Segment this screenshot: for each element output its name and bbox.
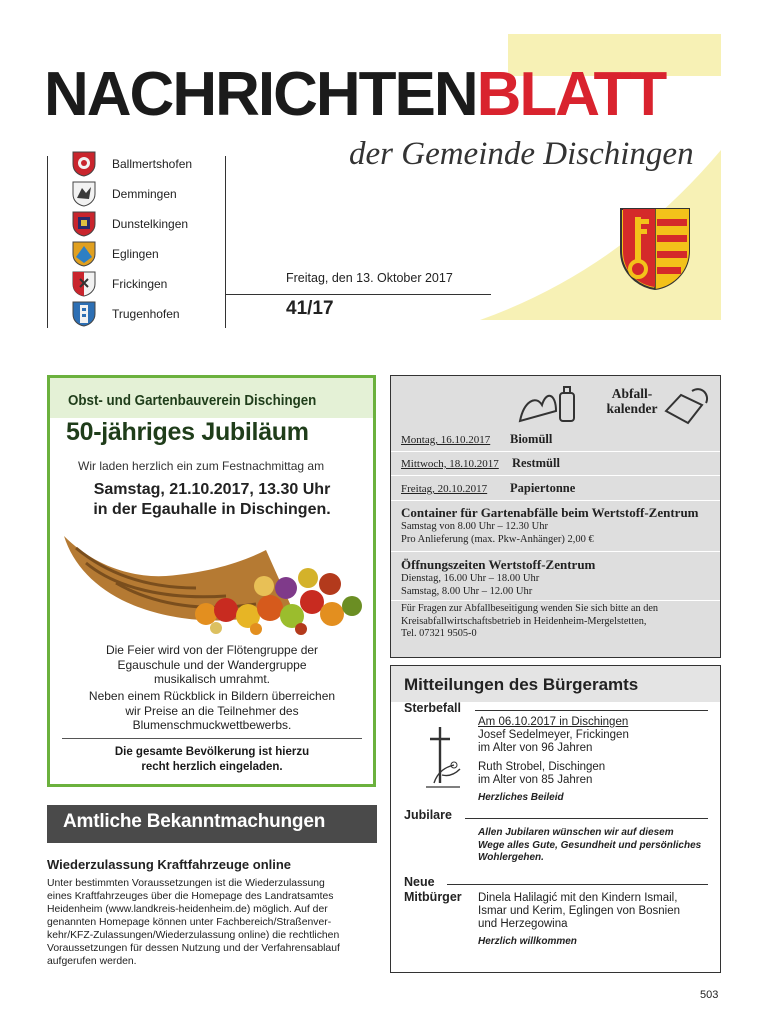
section-rule <box>465 818 708 819</box>
article-line: Voraussetzungen für dessen Nutzung und der Verfahrensablauf <box>47 943 340 954</box>
new-citizens-line: Dinela Halilagić mit den Kindern Ismail, <box>478 892 678 904</box>
dischingen-coat-of-arms-icon <box>619 207 691 291</box>
collection-date: Freitag, 20.10.2017 <box>401 483 488 495</box>
title-part-red: BLATT <box>476 60 666 129</box>
banner-label: Amtliche Bekanntmachungen <box>63 811 326 832</box>
issue-number: 41/17 <box>286 298 334 319</box>
waste-row-divider <box>391 451 720 452</box>
cross-with-flower-icon <box>420 723 464 791</box>
jubilee-paragraph-2 <box>56 689 368 733</box>
event-location-line: in der Egauhalle in Dischingen. <box>93 501 331 518</box>
article-line: genannten Homepage können unter Fachbereich/Straßenver- <box>47 917 332 928</box>
village-name: Trugenhofen <box>112 307 180 321</box>
collection-date: Mittwoch, 18.10.2017 <box>401 458 499 470</box>
waste-row-divider <box>391 551 720 552</box>
condolence-text: Herzliches Beileid <box>478 792 564 803</box>
jubilarians-line: Wege alles Gute, Gesundheit und persönliches <box>478 839 702 851</box>
contact-line: Kreisabfallwirtschaftsbetrieb in Heidenheim-Mergelstetten, <box>401 615 647 627</box>
paragraph-line: Blumenschmuckwettbewerbs. <box>132 718 292 732</box>
death-notice-age: im Alter von 96 Jahren <box>478 742 593 754</box>
jubilarians-text <box>478 827 701 865</box>
collection-type: Papiertonne <box>510 481 576 495</box>
collection-date: Montag, 16.10.2017 <box>401 434 491 446</box>
article-body <box>47 877 379 968</box>
death-notice-age: im Alter von 85 Jahren <box>478 774 593 786</box>
opening-hours-heading: Öffnungszeiten Wertstoff-Zentrum <box>401 557 596 572</box>
new-citizens-text <box>478 892 680 931</box>
newspaper-subtitle: der Gemeinde Dischingen <box>349 136 694 172</box>
container-heading: Container für Gartenabfälle beim Wertstoff-Zentrum <box>401 505 699 520</box>
paragraph-line: Neben einem Rückblick in Bildern überreichen <box>88 689 336 703</box>
paragraph-line: Die Feier wird von der Flötengruppe der <box>105 643 319 657</box>
hours-line: Samstag, 8.00 Uhr – 12.00 Uhr <box>401 585 533 597</box>
logo-line: kalender <box>606 401 658 416</box>
article-heading: Wiederzulassung Kraftfahrzeuge online <box>47 857 292 872</box>
frickingen-crest-icon <box>72 271 96 297</box>
paragraph-line: wir Preise an die Teilnehmer des <box>125 703 299 718</box>
village-item <box>72 271 167 297</box>
paragraph-line: Egauschule und der Wandergruppe <box>117 657 307 672</box>
death-notice-name: Josef Sedelmeyer, Frickingen <box>478 729 629 741</box>
waste-row-divider <box>391 500 720 501</box>
village-name: Eglingen <box>112 247 159 261</box>
village-name: Frickingen <box>112 277 168 291</box>
event-date <box>56 480 368 520</box>
collection-type: Biomüll <box>510 432 553 446</box>
jubilarians-label: Jubilare <box>404 808 452 822</box>
village-name: Ballmertshofen <box>112 157 193 171</box>
issue-date: Freitag, den 13. Oktober 2017 <box>286 271 453 285</box>
eglingen-crest-icon <box>72 241 96 267</box>
article-line: Unter bestimmten Voraussetzungen ist die Wiederzulassung <box>47 878 325 889</box>
article-line: Heidenheim (www.landkreis-heidenheim.de) möglich. Auf der <box>47 904 328 915</box>
waste-calendar-title <box>597 386 667 416</box>
invitation-text: Wir laden herzlich ein zum Festnachmittag am <box>78 459 325 473</box>
new-citizens-label <box>404 875 462 905</box>
trugenhofen-crest-icon <box>72 301 96 327</box>
jubilee-divider <box>62 738 362 739</box>
label-line: Mitbürger <box>404 890 462 904</box>
death-notices-label: Sterbefall <box>404 701 461 715</box>
death-notice-date: Am 06.10.2017 in Dischingen <box>478 716 629 728</box>
jubilee-closing <box>56 745 368 774</box>
jubilarians-line: Wohlergehen. <box>478 852 544 863</box>
contact-info <box>401 603 658 641</box>
village-name: Dunstelkingen <box>112 217 189 231</box>
village-item <box>72 181 177 207</box>
waste-row-divider <box>391 475 720 476</box>
detail-line: Pro Anlieferung (max. Pkw-Anhänger) 2,00 € <box>401 533 594 545</box>
jubilarians-line: Allen Jubilaren wünschen wir auf diesem <box>478 827 674 838</box>
opening-hours <box>401 573 539 598</box>
contact-line: Tel. 07321 9505-0 <box>401 628 477 639</box>
collection-type: Restmüll <box>512 456 560 470</box>
title-part-dark: NACHRICHTEN <box>44 60 477 129</box>
closing-line: Die gesamte Bevölkerung ist hierzu <box>114 746 310 758</box>
container-details <box>401 521 594 546</box>
village-list-right-rule <box>225 156 226 328</box>
jubilee-headline: 50-jähriges Jubiläum <box>66 418 309 446</box>
village-name: Demmingen <box>112 187 177 201</box>
contact-line: Für Fragen zur Abfallbeseitigung wenden Sie sich bitte an den <box>401 603 659 614</box>
paragraph-line: musikalisch umrahmt. <box>153 672 271 686</box>
jubilee-paragraph-1 <box>56 643 368 687</box>
waste-row-divider <box>391 600 720 601</box>
village-item <box>72 301 180 327</box>
event-date-line: Samstag, 21.10.2017, 13.30 Uhr <box>93 481 331 498</box>
village-item <box>72 151 192 177</box>
village-item <box>72 241 159 267</box>
label-line: Neue <box>404 875 435 889</box>
village-list-left-rule <box>47 156 48 328</box>
date-divider <box>225 294 491 295</box>
new-citizens-line: Ismar und Kerim, Eglingen von Bosnien <box>478 905 680 917</box>
official-announcements-banner <box>47 805 377 843</box>
club-name: Obst- und Gartenbauverein Dischingen <box>68 393 317 409</box>
dunstelkingen-crest-icon <box>72 211 96 237</box>
logo-line: Abfall- <box>611 386 653 401</box>
new-citizens-line: und Herzegowina <box>478 918 568 930</box>
civic-notices-title: Mitteilungen des Bürgeramts <box>404 675 639 694</box>
banner-arrow-tip <box>365 805 377 843</box>
village-item <box>72 211 188 237</box>
hours-line: Dienstag, 16.00 Uhr – 18.00 Uhr <box>401 573 540 584</box>
welcome-text: Herzlich willkommen <box>478 936 577 947</box>
demmingen-crest-icon <box>72 181 96 207</box>
page-number: 503 <box>700 989 719 1001</box>
section-rule <box>475 710 708 711</box>
article-line: eines Kraftfahrzeuges über die Homepage des Landratsamtes <box>47 891 334 902</box>
newspaper-title <box>44 60 666 129</box>
article-line: aufgerufen werden. <box>47 956 137 967</box>
closing-line: recht herzlich eingeladen. <box>141 760 283 773</box>
cornucopia-harvest-image <box>56 528 368 636</box>
ballmertshofen-crest-icon <box>72 151 96 177</box>
detail-line: Samstag von 8.00 Uhr – 12.30 Uhr <box>401 521 548 532</box>
section-rule <box>447 884 708 885</box>
article-line: kehr/KFZ-Zulassungen/Wiederzulassung online) die rechtlichen <box>47 930 340 941</box>
death-notice-name: Ruth Strobel, Dischingen <box>478 761 606 773</box>
